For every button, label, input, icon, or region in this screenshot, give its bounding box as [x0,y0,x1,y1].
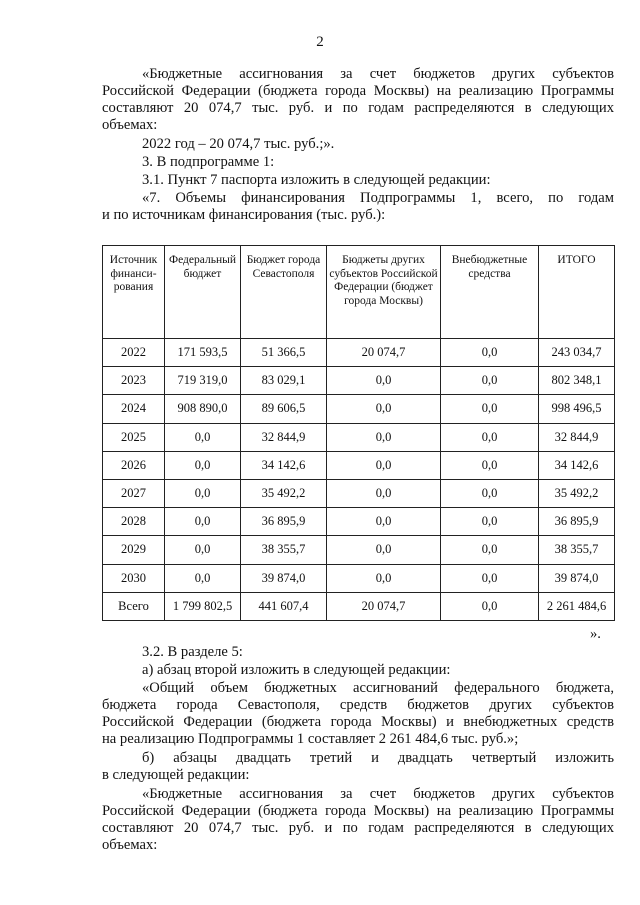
table-cell-source: 2030 [103,564,165,592]
table-row [103,592,615,620]
paragraph-4: 3.1. Пункт 7 паспорта изложить в следующей редакции: [142,172,491,188]
table-body [103,339,615,621]
table-cell-other-regions: 20 074,7 [327,592,441,620]
table-cell-total: 802 348,1 [539,367,615,395]
header-total: ИТОГО [539,246,615,339]
table-cell-other-regions: 0,0 [327,564,441,592]
table-cell-extrabudgetary: 0,0 [441,451,539,479]
table-row [103,564,615,592]
paragraph-10-line: Российской Федерации (бюджета города Москвы) на реализацию Программы [102,803,614,819]
table-cell-extrabudgetary: 0,0 [441,423,539,451]
table-cell-federal: 0,0 [165,423,241,451]
table-cell-federal: 719 319,0 [165,367,241,395]
table-cell-federal: 0,0 [165,508,241,536]
table-cell-total: 998 496,5 [539,395,615,423]
table-row [103,423,615,451]
table-cell-total: 35 492,2 [539,479,615,507]
table-cell-source: 2025 [103,423,165,451]
table-cell-source: 2026 [103,451,165,479]
table-cell-extrabudgetary: 0,0 [441,592,539,620]
table-cell-other-regions: 0,0 [327,395,441,423]
paragraph-2: 2022 год – 20 074,7 тыс. руб.;». [142,136,335,152]
paragraph-1-line: Российской Федерации (бюджета города Москвы) на реализацию Программы [102,83,614,99]
table-cell-sevastopol: 32 844,9 [241,423,327,451]
table-row [103,367,615,395]
paragraph-7: а) абзац второй изложить в следующей редакции: [142,662,451,678]
header-extrabudgetary: Внебюджетные средства [441,246,539,339]
financing-table [102,245,615,621]
table-cell-federal: 1 799 802,5 [165,592,241,620]
table-cell-sevastopol: 39 874,0 [241,564,327,592]
table-cell-total: 2 261 484,6 [539,592,615,620]
table-close-quote: ». [590,626,601,642]
table-cell-other-regions: 0,0 [327,508,441,536]
table-cell-source: 2024 [103,395,165,423]
paragraph-10-line: составляют 20 074,7 тыс. руб. и по годам распределяются в следующих [102,820,614,836]
table-cell-source: 2022 [103,339,165,367]
table-row [103,479,615,507]
table-cell-federal: 908 890,0 [165,395,241,423]
table-cell-source: 2028 [103,508,165,536]
header-other-regions-budget: Бюджеты других субъектов Российской Федерации (бюджет города Москвы) [327,246,441,339]
table-header-row [103,246,615,339]
table-row [103,339,615,367]
paragraph-9-line: б) абзацы двадцать третий и двадцать четвертый изложить [142,750,614,766]
table-cell-extrabudgetary: 0,0 [441,367,539,395]
paragraph-10-line: объемах: [102,837,158,853]
table-cell-source: Всего [103,592,165,620]
table-cell-other-regions: 0,0 [327,536,441,564]
table-row [103,536,615,564]
table-cell-other-regions: 0,0 [327,451,441,479]
table-cell-sevastopol: 441 607,4 [241,592,327,620]
table-cell-federal: 0,0 [165,564,241,592]
table-cell-extrabudgetary: 0,0 [441,395,539,423]
table-cell-source: 2027 [103,479,165,507]
header-source: Источник финанси-рования [103,246,165,339]
paragraph-8-line: на реализацию Подпрограммы 1 составляет 2 261 484,6 тыс. руб.»; [102,731,519,747]
paragraph-6: 3.2. В разделе 5: [142,644,243,660]
table-cell-total: 32 844,9 [539,423,615,451]
page-number: 2 [316,34,324,50]
table-cell-extrabudgetary: 0,0 [441,508,539,536]
table-cell-total: 38 355,7 [539,536,615,564]
table-cell-other-regions: 20 074,7 [327,339,441,367]
table-cell-federal: 171 593,5 [165,339,241,367]
table-row [103,451,615,479]
header-federal-budget: Федеральный бюджет [165,246,241,339]
paragraph-5-line: «7. Объемы финансирования Подпрограммы 1, всего, по годам [142,190,614,206]
table-cell-source: 2023 [103,367,165,395]
table-row [103,395,615,423]
table-cell-extrabudgetary: 0,0 [441,564,539,592]
table-cell-sevastopol: 89 606,5 [241,395,327,423]
table-cell-sevastopol: 36 895,9 [241,508,327,536]
paragraph-8-line: Российской Федерации (бюджета города Москвы) и внебюджетных средств [102,714,614,730]
header-sevastopol-budget: Бюджет города Севастополя [241,246,327,339]
table-cell-source: 2029 [103,536,165,564]
table-cell-extrabudgetary: 0,0 [441,536,539,564]
paragraph-1-line: «Бюджетные ассигнования за счет бюджетов других субъектов [142,66,614,82]
table-cell-federal: 0,0 [165,536,241,564]
paragraph-1-line: составляют 20 074,7 тыс. руб. и по годам распределяются в следующих [102,100,614,116]
table-cell-other-regions: 0,0 [327,367,441,395]
table-cell-total: 243 034,7 [539,339,615,367]
paragraph-9-line: в следующей редакции: [102,767,250,783]
table-cell-sevastopol: 38 355,7 [241,536,327,564]
table-cell-other-regions: 0,0 [327,423,441,451]
table-cell-other-regions: 0,0 [327,479,441,507]
paragraph-3: 3. В подпрограмме 1: [142,154,275,170]
table-cell-extrabudgetary: 0,0 [441,339,539,367]
table-cell-sevastopol: 34 142,6 [241,451,327,479]
paragraph-8-line: «Общий объем бюджетных ассигнований федерального бюджета, [142,680,614,696]
table-cell-sevastopol: 51 366,5 [241,339,327,367]
table-cell-extrabudgetary: 0,0 [441,479,539,507]
table-cell-federal: 0,0 [165,451,241,479]
table-cell-total: 36 895,9 [539,508,615,536]
table-cell-sevastopol: 83 029,1 [241,367,327,395]
paragraph-10-line: «Бюджетные ассигнования за счет бюджетов других субъектов [142,786,614,802]
paragraph-8-line: бюджета города Севастополя, средств бюджетов других субъектов [102,697,614,713]
table-cell-sevastopol: 35 492,2 [241,479,327,507]
paragraph-1-line: объемах: [102,117,158,133]
table-row [103,508,615,536]
table-cell-total: 39 874,0 [539,564,615,592]
table-cell-federal: 0,0 [165,479,241,507]
table-cell-total: 34 142,6 [539,451,615,479]
paragraph-5-line: и по источникам финансирования (тыс. руб.): [102,207,386,223]
